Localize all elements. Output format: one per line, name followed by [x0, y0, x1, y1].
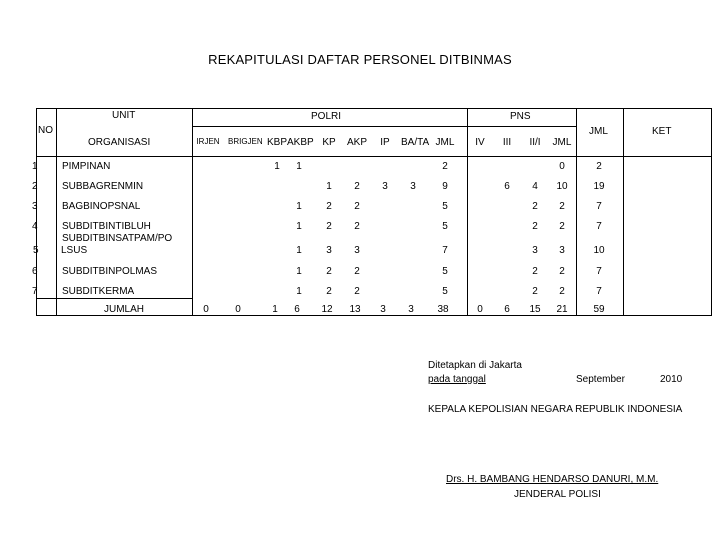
- jumlah-polri-value: 3: [380, 304, 386, 315]
- jumlah-polri-value: 6: [294, 304, 300, 315]
- unit-name: SUBDITBINTIBLUH: [62, 221, 151, 232]
- polri-value: 5: [442, 221, 448, 232]
- col-header-polri: BA/TA: [401, 137, 430, 148]
- pns-value: 6: [504, 181, 510, 192]
- header-pns: PNS: [510, 111, 531, 122]
- jumlah-polri-value: 13: [349, 304, 361, 315]
- polri-value: 2: [354, 221, 360, 232]
- polri-value: 1: [296, 201, 302, 212]
- row-number: 7: [32, 286, 38, 297]
- polri-value: 9: [442, 181, 448, 192]
- polri-value: 1: [296, 266, 302, 277]
- row-number: 4: [32, 221, 38, 232]
- unit-name: BAGBINOPSNAL: [62, 201, 141, 212]
- polri-value: 2: [326, 201, 332, 212]
- header-unit: UNIT: [112, 110, 136, 121]
- pns-value: 2: [559, 201, 565, 212]
- col-header-pns: II/I: [529, 137, 541, 148]
- polri-value: 5: [442, 286, 448, 297]
- polri-value: 1: [296, 221, 302, 232]
- polri-value: 3: [410, 181, 416, 192]
- col-header-polri: KBP: [266, 137, 287, 148]
- table-divider: [192, 108, 193, 316]
- col-header-pns: JML: [552, 137, 572, 148]
- row-number: 5: [33, 245, 39, 256]
- unit-name: SUBDITKERMA: [62, 286, 135, 297]
- pns-value: 4: [532, 181, 538, 192]
- jumlah-label: JUMLAH: [104, 304, 145, 315]
- polri-value: 2: [354, 266, 360, 277]
- polri-value: 3: [382, 181, 388, 192]
- row-number: 6: [32, 266, 38, 277]
- header-polri: POLRI: [311, 111, 342, 122]
- date-month: September: [576, 374, 625, 385]
- col-header-polri: IRJEN: [196, 137, 220, 146]
- unit-name-continued: LSUS: [61, 245, 88, 256]
- jumlah-pns-value: 6: [504, 304, 510, 315]
- pns-value: 3: [559, 245, 565, 256]
- table-divider: [36, 298, 192, 299]
- polri-value: 5: [442, 201, 448, 212]
- table-divider: [192, 126, 576, 127]
- unit-name: SUBDITBINSATPAM/PO: [62, 233, 173, 244]
- table-divider: [56, 108, 57, 316]
- polri-value: 7: [442, 245, 448, 256]
- pns-value: 10: [556, 181, 568, 192]
- unit-name: SUBBAGRENMIN: [62, 181, 144, 192]
- header-ket: KET: [652, 126, 672, 137]
- polri-value: 2: [326, 221, 332, 232]
- header-no: NO: [38, 125, 53, 136]
- polri-value: 5: [442, 266, 448, 277]
- jumlah-pns-value: 15: [529, 304, 541, 315]
- row-total: 7: [596, 201, 602, 212]
- jumlah-polri-value: 38: [437, 304, 449, 315]
- pns-value: 2: [532, 286, 538, 297]
- date-year: 2010: [660, 374, 683, 385]
- col-header-polri: AKBP: [287, 137, 314, 148]
- polri-value: 2: [326, 266, 332, 277]
- polri-value: 3: [354, 245, 360, 256]
- col-header-polri: BRIGJEN: [228, 137, 263, 146]
- pns-value: 2: [559, 266, 565, 277]
- ditetapkan-text: Ditetapkan di Jakarta: [428, 360, 522, 371]
- jumlah-pns-value: 21: [556, 304, 568, 315]
- header-jml-total: JML: [589, 126, 608, 137]
- polri-value: 2: [442, 161, 448, 172]
- polri-value: 3: [326, 245, 332, 256]
- jabatan-text: KEPALA KEPOLISIAN NEGARA REPUBLIK INDONESIA: [428, 404, 683, 415]
- unit-name: SUBDITBINPOLMAS: [62, 266, 158, 277]
- header-organisasi: ORGANISASI: [88, 137, 151, 148]
- document-title: REKAPITULASI DAFTAR PERSONEL DITBINMAS: [208, 52, 512, 67]
- pns-value: 2: [532, 266, 538, 277]
- pns-value: 2: [559, 221, 565, 232]
- polri-value: 2: [354, 201, 360, 212]
- pns-value: 2: [532, 201, 538, 212]
- jumlah-polri-value: 3: [408, 304, 414, 315]
- col-header-pns: IV: [475, 137, 485, 148]
- row-number: 1: [32, 161, 38, 172]
- pada-tanggal-text: [428, 374, 684, 385]
- row-number: 2: [32, 181, 38, 192]
- pns-value: 2: [532, 221, 538, 232]
- jumlah-polri-value: 1: [272, 304, 278, 315]
- row-total: 19: [593, 181, 605, 192]
- col-header-pns: III: [502, 137, 512, 148]
- jumlah-polri-value: 0: [235, 304, 241, 315]
- table-divider: [623, 108, 624, 316]
- polri-value: 2: [354, 286, 360, 297]
- row-total: 7: [596, 266, 602, 277]
- polri-value: 1: [296, 161, 302, 172]
- polri-value: 1: [274, 161, 280, 172]
- row-total: 2: [596, 161, 602, 172]
- jumlah-pns-value: 0: [477, 304, 483, 315]
- signatory-rank: JENDERAL POLISI: [514, 489, 601, 500]
- polri-value: 2: [326, 286, 332, 297]
- pns-value: 0: [559, 161, 565, 172]
- polri-value: 1: [296, 286, 302, 297]
- polri-value: 1: [326, 181, 332, 192]
- table-divider: [576, 108, 577, 316]
- jumlah-total: 59: [593, 304, 605, 315]
- pns-value: 3: [532, 245, 538, 256]
- pns-value: 2: [559, 286, 565, 297]
- col-header-polri: KP: [322, 137, 336, 148]
- signatory-name: Drs. H. BAMBANG HENDARSO DANURI, M.M.: [446, 474, 659, 485]
- pada-tanggal-label: pada tanggal: [428, 374, 486, 385]
- polri-value: 2: [354, 181, 360, 192]
- jumlah-polri-value: 12: [321, 304, 333, 315]
- row-total: 7: [596, 286, 602, 297]
- unit-name: PIMPINAN: [62, 161, 111, 172]
- col-header-polri: IP: [380, 137, 390, 148]
- row-total: 7: [596, 221, 602, 232]
- polri-value: 1: [296, 245, 302, 256]
- row-total: 10: [593, 245, 605, 256]
- row-number: 3: [32, 201, 38, 212]
- col-header-polri: JML: [435, 137, 455, 148]
- col-header-polri: AKP: [346, 137, 367, 148]
- table-divider: [36, 156, 712, 157]
- jumlah-polri-value: 0: [203, 304, 209, 315]
